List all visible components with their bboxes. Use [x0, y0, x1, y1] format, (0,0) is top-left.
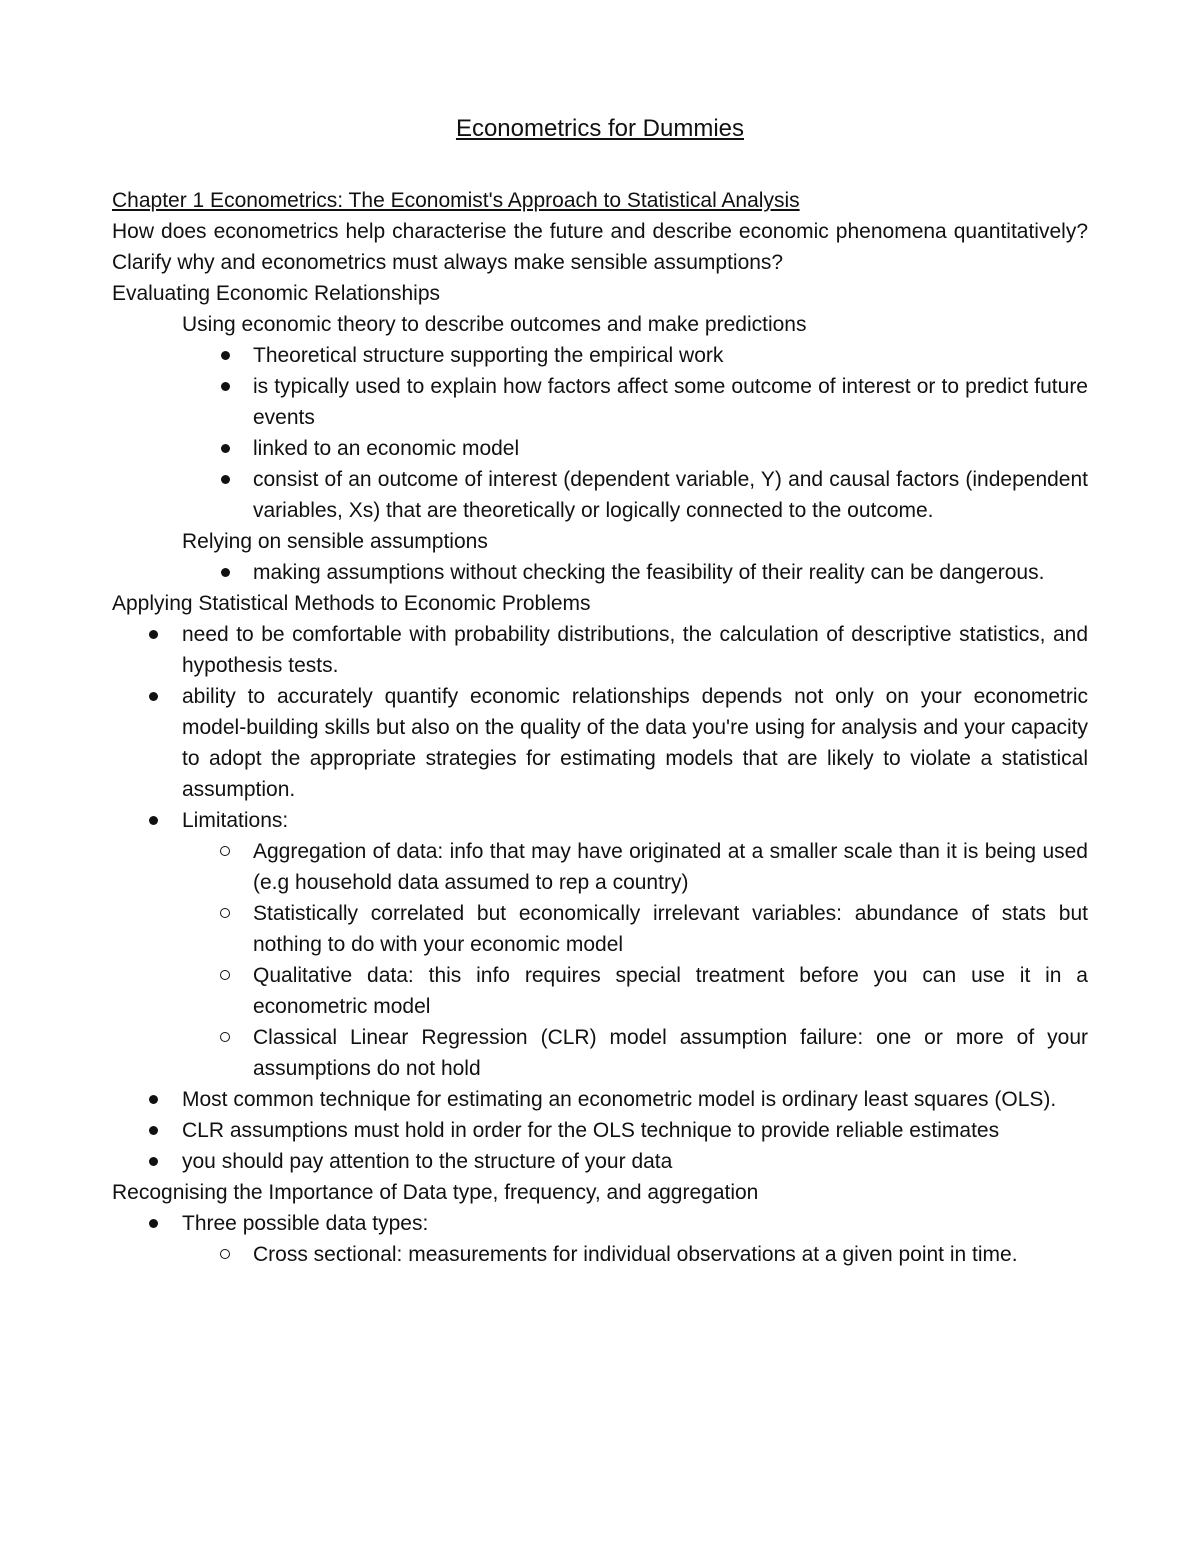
- list-item: Most common technique for estimating an econometric model is ordinary least squares (OLS).: [112, 1084, 1088, 1115]
- document-body: [112, 185, 1088, 1270]
- list-item: ability to accurately quantify economic relationships depends not only on your econometric model-building skills but also on the quality of the data you're using for analysis and your capacity to adopt the appropriate strategies for estimating models that are likely to violate a statistical assumption.: [112, 681, 1088, 805]
- sub-list-item: Aggregation of data: info that may have originated at a smaller scale than it is being used (e.g household data assumed to rep a country): [112, 836, 1088, 898]
- subsection-heading: Using economic theory to describe outcomes and make predictions: [182, 313, 807, 336]
- document-title: Econometrics for Dummies: [455, 115, 745, 142]
- list-item: Limitations:: [112, 805, 1088, 836]
- list-item: Theoretical structure supporting the empirical work: [112, 340, 1088, 371]
- sub-list-item: Qualitative data: this info requires special treatment before you can use it in a econometric model: [112, 960, 1088, 1022]
- list-item: you should pay attention to the structure of your data: [112, 1146, 1088, 1177]
- list-item: is typically used to explain how factors affect some outcome of interest or to predict future events: [112, 371, 1088, 433]
- chapter-heading: Chapter 1 Econometrics: The Economist's Approach to Statistical Analysis: [112, 189, 800, 212]
- section-heading: Recognising the Importance of Data type, frequency, and aggregation: [112, 1181, 759, 1204]
- list-item: making assumptions without checking the feasibility of their reality can be dangerous.: [112, 557, 1088, 588]
- intro-paragraph: How does econometrics help characterise the future and describe economic phenomena quantitatively? Clarify why and econometrics must always make sensible assumptions?: [112, 220, 1088, 274]
- subsection-heading: Relying on sensible assumptions: [182, 530, 488, 553]
- list-item: need to be comfortable with probability distributions, the calculation of descriptive statistics, and hypothesis tests.: [112, 619, 1088, 681]
- sub-list-item: Cross sectional: measurements for individual observations at a given point in time.: [112, 1239, 1088, 1270]
- list-item: linked to an economic model: [112, 433, 1088, 464]
- list-item: consist of an outcome of interest (dependent variable, Y) and causal factors (independent variables, Xs) that are theoretically or logically connected to the outcome.: [112, 464, 1088, 526]
- bullet-list: [112, 557, 1088, 588]
- list-item: CLR assumptions must hold in order for the OLS technique to provide reliable estimates: [112, 1115, 1088, 1146]
- bullet-list: [112, 619, 1088, 1177]
- sub-list-item: Classical Linear Regression (CLR) model assumption failure: one or more of your assumptions do not hold: [112, 1022, 1088, 1084]
- list-item: Three possible data types:: [112, 1208, 1088, 1239]
- bullet-list: [112, 340, 1088, 526]
- section-heading: Evaluating Economic Relationships: [112, 282, 441, 305]
- bullet-list: [112, 1208, 1088, 1270]
- sub-list-item: Statistically correlated but economically irrelevant variables: abundance of stats but nothing to do with your economic model: [112, 898, 1088, 960]
- section-heading: Applying Statistical Methods to Economic Problems: [112, 592, 591, 615]
